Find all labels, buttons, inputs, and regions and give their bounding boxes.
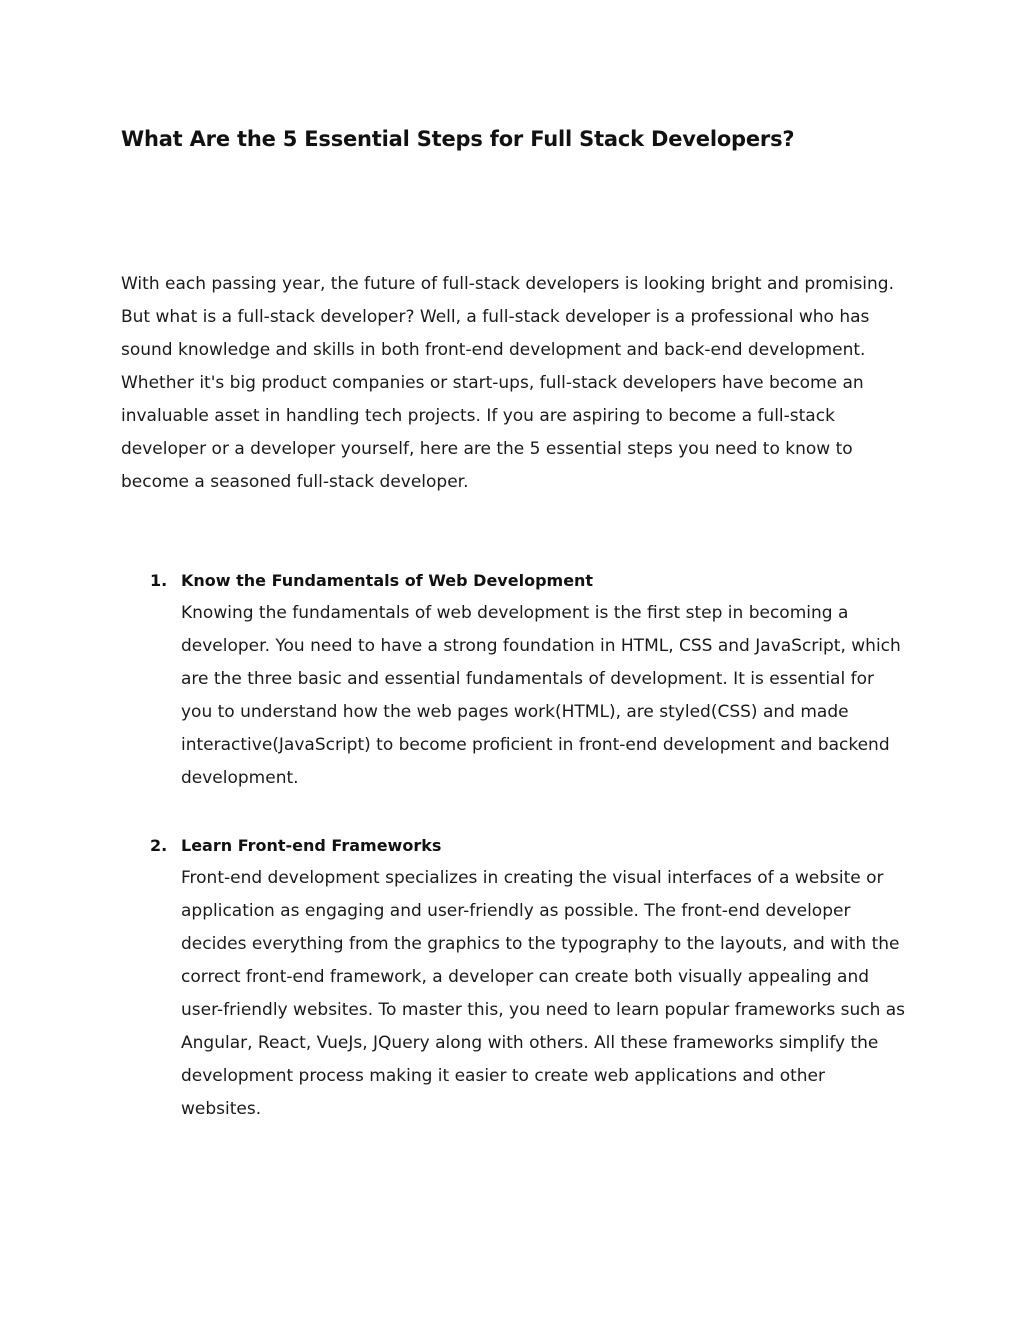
step-number: 2. (150, 836, 168, 855)
step-heading: Know the Fundamentals of Web Development (181, 571, 594, 590)
step-body: Knowing the fundamentals of web development is the first step in becoming a developer. You need to have a strong foundation in HTML, CSS and JavaScript, which are the three basic and essential fundamentals of development. It is essential for you to understand how the web pages work(HTML), are styled(CSS) and made interactive(JavaScript) to become proficient in front-end development and backend development. (181, 603, 901, 788)
step-number: 1. (150, 571, 168, 590)
page-title: What Are the 5 Essential Steps for Full Stack Developers? (121, 127, 795, 151)
step-heading: Learn Front-end Frameworks (181, 836, 442, 855)
intro-paragraph: With each passing year, the future of full-stack developers is looking bright and promising. But what is a full-stack developer? Well, a full-stack developer is a professional who has sound knowledge and skills in both front-end development and back-end development. Whether it's big product companies or start-ups, full-stack developers have become an invaluable asset in handling tech projects. If you are aspiring to become a full-stack developer or a developer yourself, here are the 5 essential steps you need to know to become a seasoned full-stack developer. (121, 274, 895, 492)
step-body: Front-end development specializes in creating the visual interfaces of a website or application as engaging and user-friendly as possible. The front-end developer decides everything from the graphics to the typography to the layouts, and with the correct front-end framework, a developer can create both visually appealing and user-friendly websites. To master this, you need to learn popular frameworks such as Angular, React, VueJs, JQuery along with others. All these frameworks simplify the development process making it easier to create web applications and other websites. (181, 868, 906, 1119)
